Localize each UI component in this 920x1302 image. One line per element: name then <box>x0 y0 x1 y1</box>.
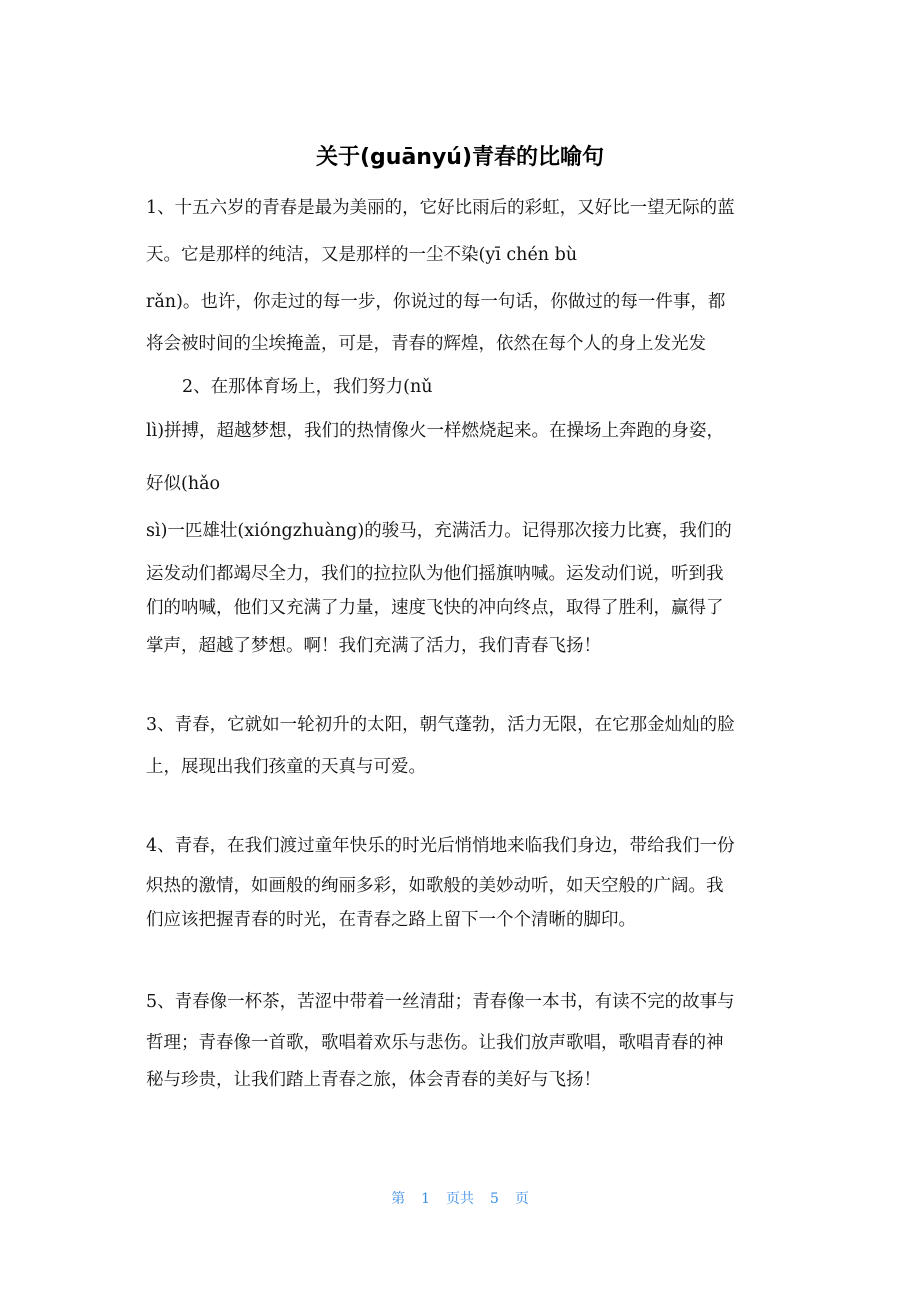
page-footer <box>0 1188 920 1208</box>
paragraph-line: 天。它是那样的纯洁，又是那样的一尘不染(yī chén bù <box>146 245 578 265</box>
footer-mid: 页共 <box>446 1191 474 1207</box>
paragraph-line: rǎn)。也许，你走过的每一步，你说过的每一句话，你做过的每一件事，都 <box>146 292 726 312</box>
paragraph-line: 4、青春，在我们渡过童年快乐的时光后悄悄地来临我们身边，带给我们一份 <box>146 836 735 856</box>
paragraph-line: sì)一匹雄壮(xióngzhuàng)的骏马，充满活力。记得那次接力比赛，我们的 <box>146 521 732 541</box>
paragraph-line: 掌声，超越了梦想。啊！我们充满了活力，我们青春飞扬！ <box>146 636 601 656</box>
paragraph-line: 炽热的激情，如画般的绚丽多彩，如歌般的美妙动听，如天空般的广阔。我 <box>146 876 724 896</box>
paragraph-line: 3、青春，它就如一轮初升的太阳，朝气蓬勃，活力无限，在它那金灿灿的脸 <box>146 715 735 735</box>
paragraph-line: 5、青春像一杯茶，苦涩中带着一丝清甜；青春像一本书，有读不完的故事与 <box>146 992 735 1012</box>
footer-prefix: 第 <box>391 1191 406 1207</box>
paragraph-line: lì)拼搏，超越梦想，我们的热情像火一样燃烧起来。在操场上奔跑的身姿， <box>146 421 725 441</box>
page-title: 关于(guānyú)青春的比喻句 <box>315 145 605 170</box>
paragraph-line: 好似(hǎo <box>146 474 221 494</box>
paragraph-line: 运发动们都竭尽全力，我们的拉拉队为他们摇旗呐喊。运发动们说，听到我 <box>146 564 724 584</box>
paragraph-line: 秘与珍贵，让我们踏上青春之旅，体会青春的美好与飞扬！ <box>146 1070 601 1090</box>
paragraph-line: 哲理；青春像一首歌，歌唱着欢乐与悲伤。让我们放声歌唱，歌唱青春的神 <box>146 1033 724 1053</box>
paragraph-line: 们的呐喊，他们又充满了力量，速度飞快的冲向终点，取得了胜利，赢得了 <box>146 598 724 618</box>
paragraph-line: 将会被时间的尘埃掩盖，可是，青春的辉煌，依然在每个人的身上发光发 <box>146 334 706 354</box>
paragraph-line: 上，展现出我们孩童的天真与可爱。 <box>146 757 426 777</box>
total-pages: 5 <box>490 1191 499 1207</box>
paragraph-line: 2、在那体育场上，我们努力(nǔ <box>182 377 433 397</box>
footer-suffix: 页 <box>514 1191 529 1207</box>
paragraph-line: 1、十五六岁的青春是最为美丽的，它好比雨后的彩虹，又好比一望无际的蓝 <box>146 198 735 218</box>
current-page-number: 1 <box>421 1191 430 1207</box>
paragraph-line: 们应该把握青春的时光，在青春之路上留下一个个清晰的脚印。 <box>146 910 636 930</box>
